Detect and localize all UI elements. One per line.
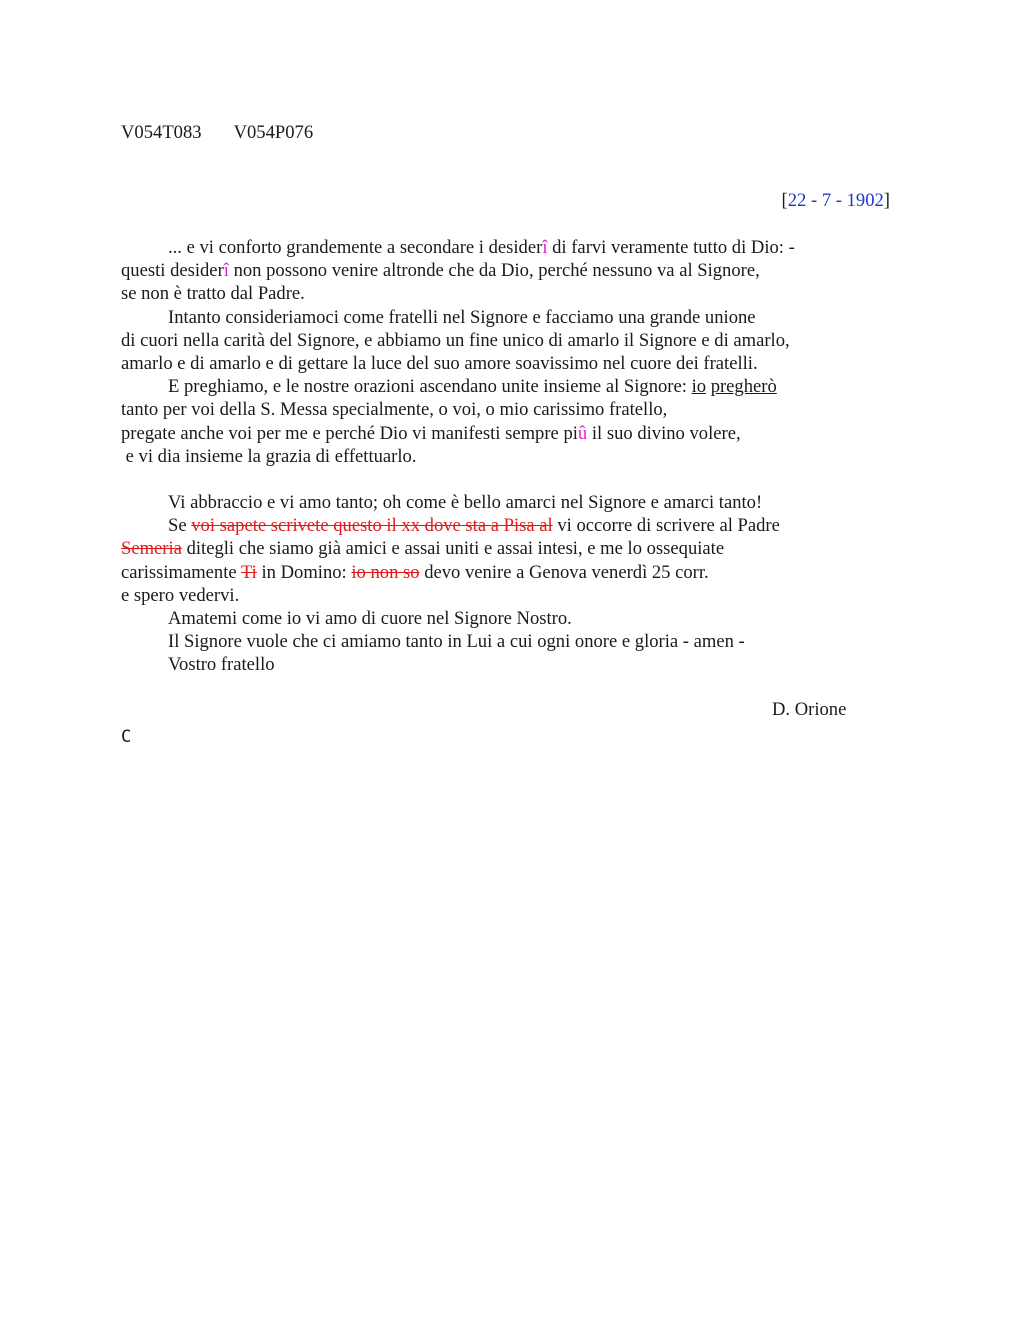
deleted-text: Ti <box>240 561 257 583</box>
text-line <box>121 514 881 537</box>
text-line <box>121 561 881 584</box>
text-run: Se <box>168 515 192 537</box>
text-line: tanto per voi della S. Messa specialmente, o voi, o mio carissimo fratello, <box>121 399 668 421</box>
text-run: il suo divino volere, <box>587 422 741 444</box>
text-line: e vi dia insieme la grazia di effettuarlo. <box>121 445 417 467</box>
text-line: Amatemi come io vi amo di cuore nel Signore Nostro. <box>168 608 572 629</box>
text-line: Il Signore vuole che ci amiamo tanto in Lui a cui ogni onore e gloria - amen - <box>168 631 745 653</box>
text-run: vi occorre di scrivere al Padre <box>552 515 780 537</box>
marked-char: î <box>223 260 229 282</box>
text-line <box>121 259 881 282</box>
text-line: se non è tratto dal Padre. <box>121 283 305 305</box>
text-run: non possono venire altronde che da Dio, perché nessuno va al Signore, <box>228 260 760 282</box>
text-run: E preghiamo, e le nostre orazioni ascendano unite insieme al Signore: <box>168 376 692 398</box>
deleted-text: io non so <box>351 561 420 583</box>
text-line <box>121 375 881 398</box>
text-run: ditegli che siamo già amici e assai uniti e assai intesi, e me lo ossequiate <box>181 538 725 560</box>
marked-char: î <box>542 237 548 258</box>
date-open-bracket: [ <box>781 190 788 211</box>
document-ids <box>121 122 313 144</box>
underlined-text: io <box>691 376 707 398</box>
volume-page-id: V054P076 <box>233 122 314 143</box>
text-line: di cuori nella carità del Signore, e abbiamo un fine unico di amarlo il Signore e di amarlo, <box>121 329 790 351</box>
deleted-text: voi sapete scrivete questo il xx dove sta a Pisa al <box>191 515 553 537</box>
letter-date <box>782 190 890 212</box>
text-run: di farvi veramente tutto di Dio: - <box>547 237 795 258</box>
text-run: carissimamente <box>121 561 241 583</box>
text-line: Vostro fratello <box>168 654 275 676</box>
text-run: pregate anche voi per me e perché Dio vi manifesti sempre pi <box>121 422 578 444</box>
text-line: Intanto consideriamoci come fratelli nel Signore e facciamo una grande unione <box>168 306 756 328</box>
date-value: 22 - 7 - 1902 <box>787 190 884 211</box>
text-line: Vi abbraccio e vi amo tanto; oh come è bello amarci nel Signore e amarci tanto! <box>168 492 763 514</box>
text-run: ... e vi conforto grandemente a secondare i desider <box>168 237 543 258</box>
text-line <box>121 422 881 445</box>
text-line: amarlo e di amarlo e di gettare la luce del suo amore soavissimo nel cuore dei fratelli. <box>121 352 758 374</box>
text-run: in Domino: <box>256 561 352 583</box>
text-line: e spero vedervi. <box>121 584 240 606</box>
footer-mark: C <box>121 727 132 747</box>
letter-body <box>121 236 881 677</box>
text-line <box>121 537 881 560</box>
underlined-text: pregherò <box>710 376 777 398</box>
paragraph-gap <box>121 468 881 491</box>
marked-char: û <box>577 422 588 444</box>
volume-text-id: V054T083 <box>121 122 202 143</box>
text-run: questi desider <box>121 260 224 282</box>
text-line <box>121 236 881 259</box>
deleted-text: Semeria <box>121 538 182 560</box>
text-run: devo venire a Genova venerdì 25 corr. <box>419 561 709 583</box>
signature: D. Orione <box>772 699 847 720</box>
date-close-bracket: ] <box>883 190 890 211</box>
